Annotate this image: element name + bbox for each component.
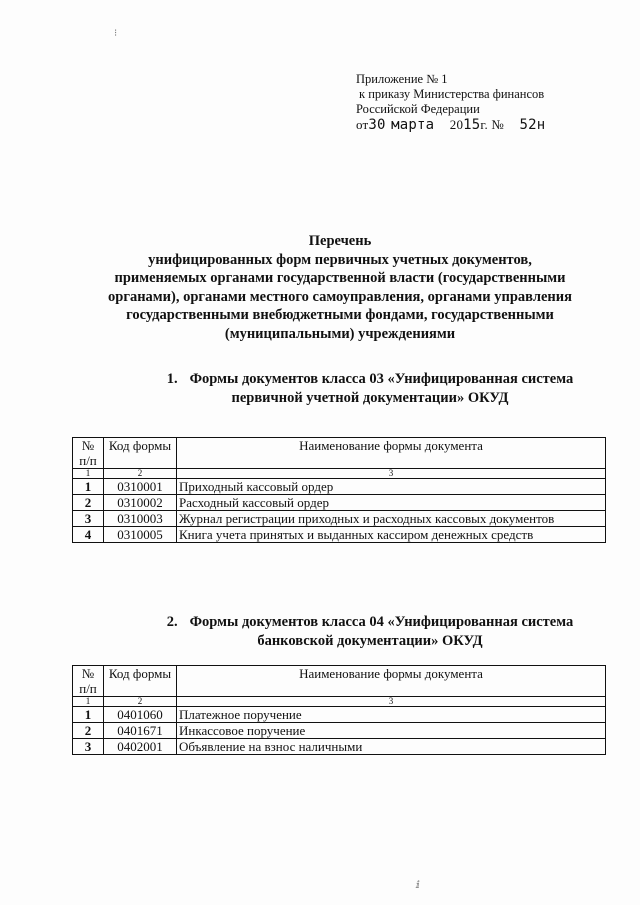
table-row	[73, 511, 606, 527]
date-month: марта	[391, 117, 435, 133]
section-2-title-line-1: Формы документов класса 04 «Унифицированная система	[189, 614, 574, 630]
attachment-block	[356, 72, 545, 133]
header-num: № п/п	[73, 438, 104, 469]
attachment-line-2: к приказу Министерства финансов	[359, 87, 545, 101]
row-code: 0401060	[104, 707, 177, 723]
index-cell: 1	[73, 697, 104, 707]
section-2-title	[140, 613, 600, 651]
row-num: 1	[73, 707, 104, 723]
year-label: г. №	[480, 117, 504, 132]
table-header-row	[73, 666, 606, 697]
row-code: 0401671	[104, 723, 177, 739]
table-row	[73, 495, 606, 511]
title-heading: Перечень	[308, 233, 372, 249]
title-line-1: унифицированных форм первичных учетных документов,	[148, 251, 532, 268]
section-1-table	[72, 437, 606, 543]
date-prefix: от	[356, 117, 369, 132]
row-num: 1	[73, 479, 104, 495]
row-code: 0310001	[104, 479, 177, 495]
title-line-3: органами), органами местного самоуправления, органами управления	[108, 288, 572, 305]
section-1-number: 1.	[166, 371, 178, 387]
row-num: 3	[73, 511, 104, 527]
row-num: 2	[73, 495, 104, 511]
table-index-row	[73, 469, 606, 479]
row-name: Приходный кассовый ордер	[177, 479, 606, 495]
index-cell: 3	[177, 469, 606, 479]
table-header-row	[73, 438, 606, 469]
index-cell: 2	[104, 697, 177, 707]
header-code: Код формы	[104, 438, 177, 469]
section-1-title-line-2: первичной учетной документации» ОКУД	[231, 390, 509, 406]
attachment-line-1: Приложение № 1	[356, 72, 448, 86]
header-num: № п/п	[73, 666, 104, 697]
title-line-5: (муниципальными) учреждениями	[224, 325, 456, 342]
section-1-title-line-1: Формы документов класса 03 «Унифицированная система	[189, 371, 574, 387]
document-title	[60, 232, 620, 343]
section-2-title-line-2: банковской документации» ОКУД	[257, 633, 483, 649]
header-name: Наименование формы документа	[177, 666, 606, 697]
table-row	[73, 739, 606, 755]
section-2-table	[72, 665, 606, 755]
section-1-title	[140, 370, 600, 408]
table-row	[73, 527, 606, 543]
table-index-row	[73, 697, 606, 707]
table-row	[73, 723, 606, 739]
row-name: Инкассовое поручение	[177, 723, 606, 739]
table-row	[73, 479, 606, 495]
section-2-number: 2.	[166, 614, 178, 630]
date-day: 30	[368, 117, 386, 133]
year-suffix: 15	[463, 117, 481, 133]
row-code: 0402001	[104, 739, 177, 755]
table-row	[73, 707, 606, 723]
row-name: Платежное поручение	[177, 707, 606, 723]
title-line-4: государственными внебюджетными фондами, государственными	[126, 307, 554, 323]
order-number: 52н	[519, 117, 546, 133]
title-line-2: применяемых органами государственной власти (государственными	[114, 270, 566, 286]
row-code: 0310002	[104, 495, 177, 511]
row-name: Объявление на взнос наличными	[177, 739, 606, 755]
header-name: Наименование формы документа	[177, 438, 606, 469]
row-name: Книга учета принятых и выданных кассиром денежных средств	[177, 527, 606, 543]
header-code: Код формы	[104, 666, 177, 697]
scan-speck: ⁝	[114, 28, 118, 39]
row-name: Расходный кассовый ордер	[177, 495, 606, 511]
row-code: 0310005	[104, 527, 177, 543]
index-cell: 3	[177, 697, 606, 707]
row-num: 4	[73, 527, 104, 543]
index-cell: 2	[104, 469, 177, 479]
row-name: Журнал регистрации приходных и расходных кассовых документов	[177, 511, 606, 527]
scan-speck: ⅈ	[416, 880, 420, 891]
year-prefix: 20	[449, 117, 464, 132]
index-cell: 1	[73, 469, 104, 479]
row-code: 0310003	[104, 511, 177, 527]
row-num: 3	[73, 739, 104, 755]
row-num: 2	[73, 723, 104, 739]
attachment-line-3: Российской Федерации	[356, 102, 480, 116]
attachment-date-line	[356, 117, 545, 133]
